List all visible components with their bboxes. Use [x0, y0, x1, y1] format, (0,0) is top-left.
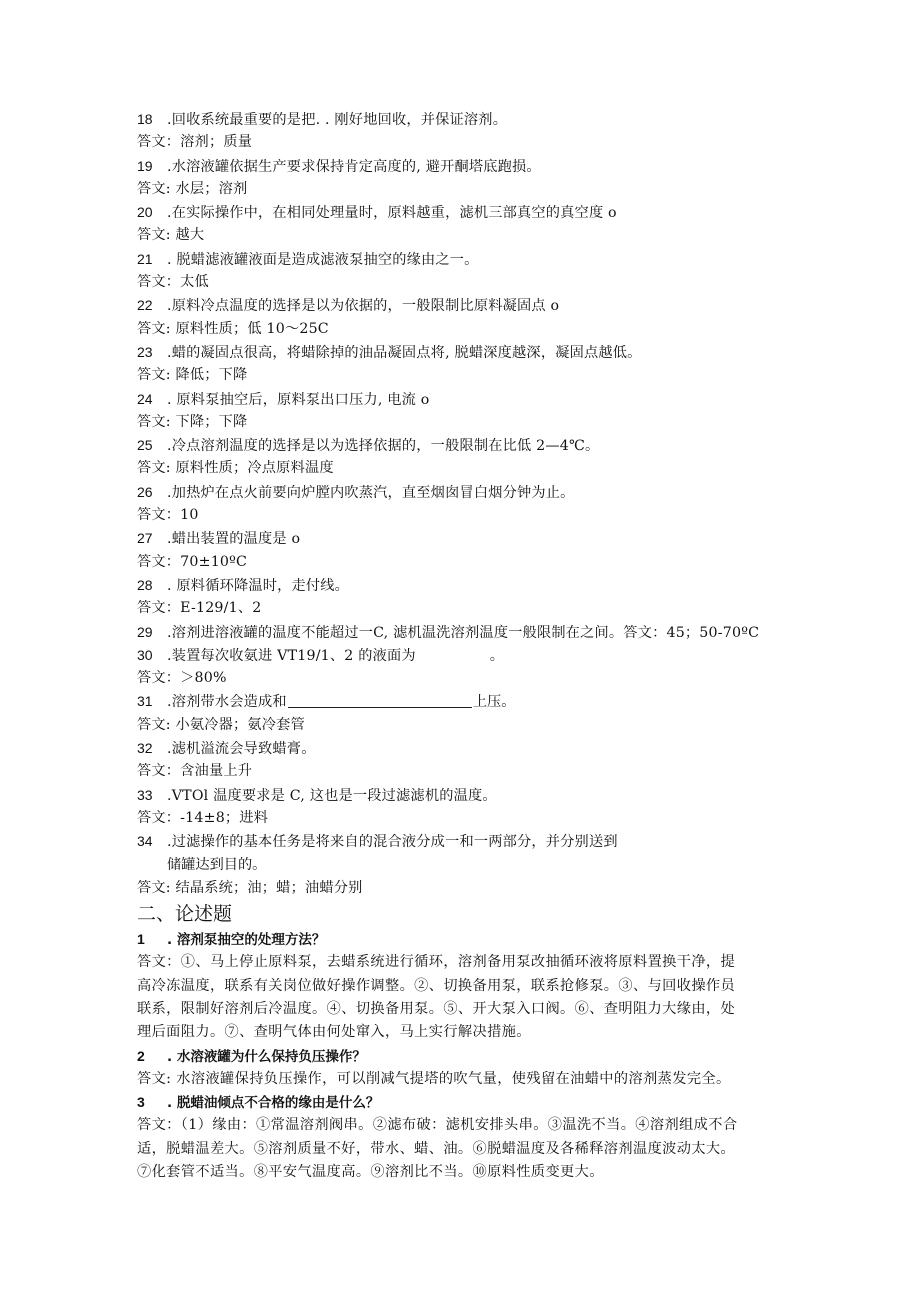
question-text: .蜡的凝固点很高，将蜡除掉的油品凝固点将, 脱蜡深度越深，凝固点越低。	[167, 344, 642, 361]
question-text: .水溶液罐依据生产要求保持肯定高度的, 避开酮塔底跑损。	[167, 158, 541, 175]
question-text: . 溶剂泵抽空的处理方法？	[167, 932, 326, 949]
essay-item	[137, 1091, 787, 1184]
answer-text: 答文：-14±8；进料	[137, 809, 269, 826]
question-number: 25	[137, 437, 153, 454]
answer-text: 答文: 降低；下降	[137, 367, 248, 384]
answer-line: 答文：（1）缘由：①常温溶剂阀串。②滤布破：滤机安排头串。③温洗不当。④溶剂组成不合	[137, 1117, 738, 1134]
question-item	[137, 248, 787, 295]
question-item	[137, 621, 787, 644]
question-number: 2	[137, 1047, 145, 1064]
fill-in-blank	[288, 693, 472, 708]
question-item	[137, 690, 787, 737]
question-text: .回收系统最重要的是把. . 刚好地回收，并保证溶剂。	[167, 112, 508, 128]
question-item	[137, 155, 787, 202]
answer-text: 答文: 原料性质；低 10～25C	[137, 320, 329, 337]
question-number: 31	[137, 693, 153, 710]
question-number: 34	[137, 833, 153, 850]
answer-line: 答文：①、马上停止原料泵，去蜡系统进行循环，溶剂备用泵改抽循环液将原料置换干净，提	[137, 954, 736, 971]
question-text: .装置每次收氨进 VT19/1、2 的液面为	[167, 647, 416, 664]
question-text: . 原料泵抽空后，原料泵出口压力, 电流 o	[167, 391, 430, 408]
answer-text: 答文：70±10ºC	[137, 553, 248, 570]
answer-line: 联系，限制好溶剂后冷温度。④、切换备用泵。⑤、开大泵入口阀。⑥、查明阻力大缘由，处	[137, 1000, 736, 1017]
question-text: . 脱蜡油倾点不合格的缘由是什么？	[167, 1095, 380, 1112]
question-item	[137, 784, 787, 831]
answer-text: 答文: 小氨冷器；氨冷套管	[137, 716, 305, 733]
section-heading: 二、论述题	[137, 903, 233, 926]
question-item	[137, 527, 787, 574]
answer-line: 高冷冻温度，联系有关岗位做好操作调整。②、切换备用泵，联系抢修泵。③、与回收操作员	[137, 977, 736, 994]
question-text: .蜡出装置的温度是 o	[167, 531, 301, 548]
question-text: .溶剂进溶液罐的温度不能超过一C, 滤机温洗溶剂温度一般限制在之间。答文：45；50-70ºC	[167, 624, 760, 641]
question-text: . 脱蜡滤液罐液面是造成滤液泵抽空的缘由之一。	[167, 251, 479, 268]
question-item	[137, 481, 787, 528]
question-item	[137, 201, 787, 248]
question-number: 32	[137, 740, 153, 757]
question-number: 21	[137, 250, 153, 267]
question-number: 29	[137, 623, 153, 640]
question-text-end: 。	[489, 647, 504, 664]
question-item	[137, 294, 787, 341]
answer-line: 理后面阻力。⑦、查明气体由何处窜入，马上实行解决措施。	[137, 1024, 531, 1041]
question-item	[137, 644, 787, 691]
question-text: .溶剂带水会造成和	[167, 694, 287, 711]
question-item	[137, 737, 787, 784]
answer-text: 答文：太低	[137, 274, 209, 291]
essay-item	[137, 1045, 787, 1092]
question-item	[137, 434, 787, 481]
question-text-continued: 储罐达到目的。	[167, 856, 267, 873]
question-text: .VTOl 温度要求是 C, 这也是一段过滤滤机的温度。	[167, 787, 497, 804]
question-text-end: 上压。	[472, 694, 516, 711]
question-text: .原料冷点温度的选择是以为依据的，一般限制比原料凝固点 o	[167, 298, 560, 315]
question-item	[137, 574, 787, 621]
answer-text: 答文: 水层；溶剂	[137, 180, 248, 197]
question-text: .过滤操作的基本任务是将来自的混合液分成一和一两部分，并分别送到	[167, 834, 618, 851]
question-number: 3	[137, 1094, 145, 1111]
answer-text: 答文：溶剂；质量	[137, 134, 253, 151]
question-item	[137, 388, 787, 435]
question-text: . 原料循环降温时，走付线。	[167, 577, 350, 594]
question-number: 28	[137, 576, 153, 593]
question-number: 27	[137, 530, 153, 547]
answer-text: 答文：10	[137, 507, 199, 524]
answer-text: 答文: 结晶系统；油；蜡；油蜡分别	[137, 879, 363, 896]
question-text: .在实际操作中，在相同处理量时，原料越重，滤机三部真空的真空度 o	[167, 205, 617, 222]
question-number: 22	[137, 297, 153, 314]
question-item	[137, 341, 787, 388]
question-number: 23	[137, 343, 153, 360]
answer-text: 答文：E-129/1、2	[137, 600, 262, 617]
question-text: .冷点溶剂温度的选择是以为选择依据的，一般限制在比低 2—4℃。	[167, 438, 600, 455]
answer-text: 答文: 原料性质；冷点原料温度	[137, 460, 334, 477]
question-text: . 水溶液罐为什么保持负压操作？	[167, 1048, 366, 1065]
answer-text: 答文：＞80%	[137, 670, 227, 687]
question-number: 24	[137, 390, 153, 407]
question-text: .滤机溢流会导致蜡膏。	[167, 741, 316, 758]
question-number: 1	[137, 931, 145, 948]
question-text: .加热炉在点火前要向炉膛内吹蒸汽，直至烟囱冒白烟分钟为止。	[167, 484, 575, 501]
document-body	[137, 108, 787, 1184]
answer-text: 答文: 越大	[137, 227, 205, 244]
answer-text: 答文：含油量上升	[137, 763, 253, 780]
question-number: 30	[137, 646, 153, 663]
question-item	[137, 108, 787, 155]
question-item	[137, 830, 787, 900]
answer-line: ⑦化套管不适当。⑧平安气温度高。⑨溶剂比不当。⑩原料性质变更大。	[137, 1164, 604, 1181]
question-list-1	[137, 108, 787, 621]
question-number: 26	[137, 483, 153, 500]
answer-text: 答文: 下降；下降	[137, 413, 248, 430]
question-number: 18	[137, 111, 153, 127]
question-number: 19	[137, 157, 153, 174]
question-number: 33	[137, 786, 153, 803]
question-number: 20	[137, 204, 153, 221]
answer-line: 答文: 水溶液罐保持负压操作，可以削减气提塔的吹气量，使残留在油蜡中的溶剂蒸发完全。	[137, 1070, 731, 1087]
essay-item	[137, 928, 787, 1044]
answer-line: 适，脱蜡温差大。⑤溶剂质量不好，带水、蜡、油。⑥脱蜡温度及各稀释溶剂温度波动太大。	[137, 1140, 736, 1157]
